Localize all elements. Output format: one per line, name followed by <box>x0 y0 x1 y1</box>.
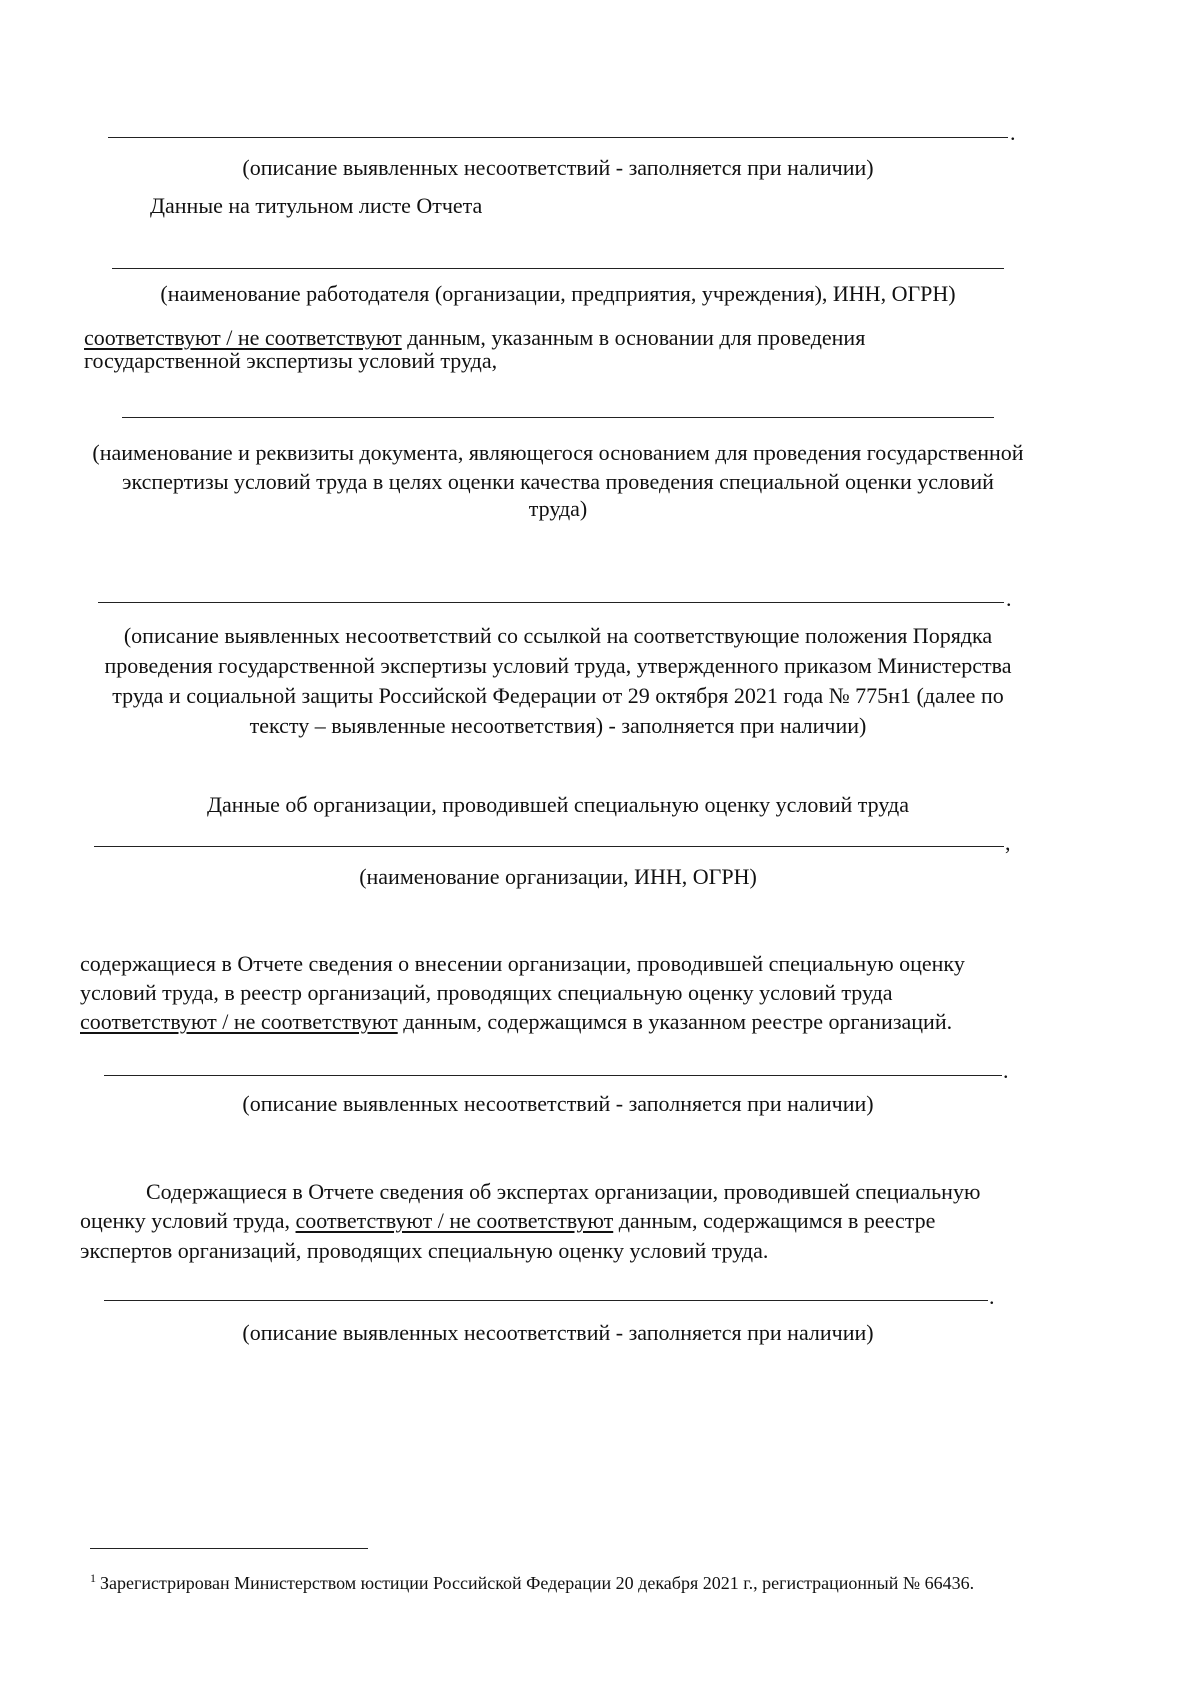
line-end-punctuation: . <box>1003 1058 1009 1083</box>
experts-text-2a: оценку условий труда, <box>80 1208 296 1233</box>
footnote-text: Зарегистрирован Министерством юстиции Российской Федерации 20 декабря 2021 г., регистрационный № 66436. <box>100 1573 975 1593</box>
line-end-punctuation: , <box>1005 830 1011 855</box>
heading-title-page: Данные на титульном листе Отчета <box>150 193 483 218</box>
caption-nonconformity-full-line-4: тексту – выявленные несоответствия) - заполняется при наличии) <box>249 713 867 738</box>
organization-text-2: условий труда, в реестр организаций, проводящих специальную оценку условий труда <box>80 980 893 1005</box>
line-end-punctuation: . <box>1006 586 1012 611</box>
caption-nonconformity-3: (описание выявленных несоответствий - заполняется при наличии) <box>242 1091 874 1116</box>
caption-employer: (наименование работодателя (организации, предприятия, учреждения), ИНН, ОГРН) <box>160 281 956 306</box>
fill-line-nonconformity-2[interactable] <box>98 602 1004 603</box>
organization-text-3 <box>80 1006 952 1038</box>
match-text-organization: данным, содержащимся в указанном реестре организаций. <box>397 1009 953 1034</box>
fill-line-employer[interactable] <box>112 268 1004 269</box>
caption-organization: (наименование организации, ИНН, ОГРН) <box>359 864 757 889</box>
footnote-marker: 1 <box>90 1571 96 1585</box>
experts-text-1: Содержащиеся в Отчете сведения об экспертах организации, проводившей специальную <box>146 1179 981 1204</box>
line-end-punctuation: . <box>989 1284 995 1309</box>
line-end-punctuation: . <box>1010 120 1016 145</box>
experts-text-3: экспертов организаций, проводящих специальную оценку условий труда. <box>80 1238 769 1263</box>
experts-text-2b: данным, содержащимся в реестре <box>613 1208 936 1233</box>
fill-line-nonconformity-4[interactable] <box>104 1300 988 1301</box>
caption-nonconformity-full-line-1: (описание выявленных несоответствий со ссылкой на соответствующие положения Порядка <box>123 623 993 648</box>
caption-basis-line-3: труда) <box>528 496 588 521</box>
match-option-organization[interactable]: соответствуют / не соответствуют <box>80 1009 398 1034</box>
heading-organization: Данные об организации, проводившей специальную оценку условий труда <box>207 792 909 817</box>
footnote <box>90 1566 974 1595</box>
match-option-experts[interactable]: соответствуют / не соответствуют <box>295 1208 614 1233</box>
fill-line-organization[interactable] <box>94 846 1004 847</box>
caption-nonconformity-1: (описание выявленных несоответствий - заполняется при наличии) <box>242 155 874 180</box>
experts-text-2 <box>80 1205 935 1237</box>
caption-nonconformity-full-line-3: труда и социальной защиты Российской Федерации от 29 октября 2021 года № 775н1 (далее по <box>112 683 1004 708</box>
match-text-title-page: данным, указанным в основании для проведения <box>401 325 866 350</box>
footnote-separator <box>90 1548 368 1549</box>
caption-basis-line-2: экспертизы условий труда в целях оценки качества проведения специальной оценки условий <box>122 469 994 494</box>
fill-line-nonconformity-1[interactable] <box>108 137 1008 138</box>
caption-basis-line-1: (наименование и реквизиты документа, являющегося основанием для проведения государственной <box>92 440 1024 465</box>
match-option-title-page[interactable]: соответствуют / не соответствуют <box>84 325 402 350</box>
title-page-match-text-2: государственной экспертизы условий труда, <box>84 348 498 373</box>
organization-text-1: содержащиеся в Отчете сведения о внесении организации, проводившей специальную оценку <box>80 951 965 976</box>
caption-nonconformity-4: (описание выявленных несоответствий - заполняется при наличии) <box>242 1320 874 1345</box>
fill-line-nonconformity-3[interactable] <box>104 1075 1002 1076</box>
fill-line-basis-document[interactable] <box>122 417 994 418</box>
caption-nonconformity-full-line-2: проведения государственной экспертизы условий труда, утвержденного приказом Министерства <box>104 653 1012 678</box>
